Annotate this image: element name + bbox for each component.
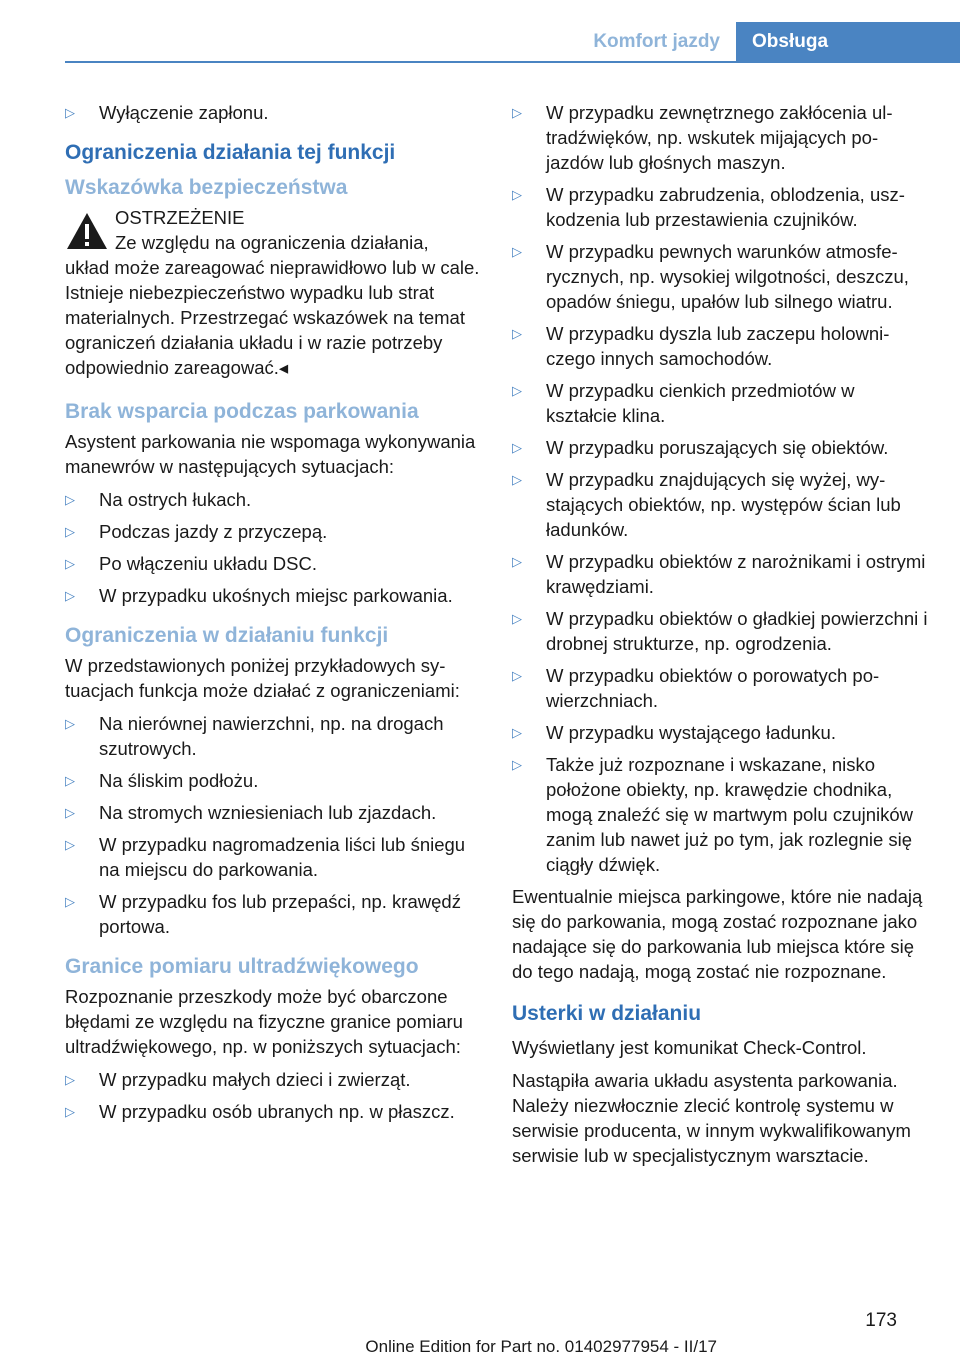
- list-item: ▷ W przypadku wystającego ładunku.: [512, 720, 928, 745]
- list-item: ▷ W przypadku obiektów o porowatych powierzchniach.: [512, 663, 928, 713]
- section-tab: Obsługa: [736, 22, 960, 62]
- heading-func-limits: Ograniczenia w działaniu funkcji: [65, 624, 389, 647]
- heading-malfunction: Usterki w działaniu: [512, 1002, 702, 1025]
- list-item: ▷ W przypadku zewnętrznego zakłócenia ultradźwięków, np. wskutek mijających pojazdów lub głośnych maszyn.: [512, 100, 928, 175]
- list-item: ▷ W przypadku małych dzieci i zwierząt.: [65, 1067, 480, 1092]
- list-item: ▷ Na nierównej nawierzchni, np. na drogach szutrowych.: [65, 711, 480, 761]
- ultrasonic-text: Rozpoznanie przeszkody może być obarczone błędami ze względu na fizyczne granice pomiaru ultradźwiękowego, np. w poniższych sytuacjach:: [65, 986, 463, 1057]
- list-item: ▷ Na stromych wzniesieniach lub zjazdach.: [65, 800, 480, 825]
- list-item: ▷ W przypadku dyszla lub zaczepu holowniczego innych samochodów.: [512, 321, 928, 371]
- left-column: [65, 100, 480, 1131]
- list-item: ▷ W przypadku poruszających się obiektów.: [512, 435, 928, 460]
- edition-label: Online Edition for Part no. 01402977954 - II/17: [365, 1337, 717, 1356]
- list-item: ▷ W przypadku pewnych warunków atmosferycznych, np. wysokiej wilgotności, deszczu, opadów śniegu, upałów lub silnego wiatru.: [512, 239, 928, 314]
- no-support-text: Asystent parkowania nie wspomaga wykonywania manewrów w następujących sytuacjach:: [65, 431, 476, 477]
- ultrasonic-list-continued: [512, 100, 928, 877]
- warning-triangle-icon: [65, 211, 109, 251]
- func-limits-list: [65, 711, 480, 939]
- func-limits-text: W przedstawionych poniżej przykładowych sytuacjach funkcja może działać z ograniczeniami:: [65, 655, 460, 701]
- warning-block: [65, 205, 480, 380]
- list-item: ▷ Na śliskim podłożu.: [65, 768, 480, 793]
- intro-list: [65, 100, 480, 125]
- warning-text-first: Ze względu na ograniczenia działania,: [115, 232, 429, 253]
- heading-safety: Wskazówka bezpieczeństwa: [65, 176, 348, 199]
- warning-text: układ może zareagować nieprawidłowo lub w cale. Istnieje niebezpieczeństwo wypadku lub strat materialnych. Przestrzegać wskazówek na temat ograniczeń działania układu i w razie potrzeby odpowiednio zareagować.◂: [65, 257, 480, 378]
- parking-text: Ewentualnie miejsca parkingowe, które nie nadają się do parkowania, mogą zostać rozpoznane jako nadające się do parkowania lub miejsca które się do tego nadają, mogą zostać nie rozpoznane.: [512, 886, 923, 982]
- warning-title: OSTRZEŻENIE: [115, 207, 245, 228]
- list-item: ▷ W przypadku osób ubranych np. w płaszcz.: [65, 1099, 480, 1124]
- list-item: ▷ Podczas jazdy z przyczepą.: [65, 519, 480, 544]
- list-item: ▷ W przypadku obiektów o gładkiej powierzchni i drobnej strukturze, np. ogrodzenia.: [512, 606, 928, 656]
- heading-ultrasonic: Granice pomiaru ultradźwiękowego: [65, 955, 419, 978]
- list-item: ▷ Także już rozpoznane i wskazane, nisko położone obiekty, np. krawędzie chodnika, mogą znaleźć się w martwym polu czujników zanim lub nawet już po tym, jak rozlegnie się ciągły dźwięk.: [512, 752, 928, 877]
- list-item: ▷ Na ostrych łukach.: [65, 487, 480, 512]
- malfunction-text-2: Nastąpiła awaria układu asystenta parkowania. Należy niezwłocznie zlecić kontrolę systemu w serwisie producenta, w innym wykwalifikowanym serwisie lub w specjalistycznym warsztacie.: [512, 1070, 911, 1166]
- right-column: [512, 100, 928, 1168]
- list-item: ▷ W przypadku ukośnych miejsc parkowania.: [65, 583, 480, 608]
- list-item: ▷ W przypadku obiektów z narożnikami i ostrymi krawędziami.: [512, 549, 928, 599]
- page-header: [0, 22, 960, 62]
- list-item: ▷ W przypadku cienkich przedmiotów w kształcie klina.: [512, 378, 928, 428]
- no-support-list: [65, 487, 480, 608]
- list-item: ▷ Wyłączenie zapłonu.: [65, 100, 480, 125]
- heading-no-support: Brak wsparcia podczas parkowania: [65, 400, 419, 423]
- heading-limits: Ograniczenia działania tej funkcji: [65, 141, 396, 164]
- list-item: ▷ W przypadku nagromadzenia liści lub śniegu na miejscu do parkowania.: [65, 832, 480, 882]
- header-rule: [65, 61, 960, 63]
- malfunction-text-1: Wyświetlany jest komunikat Check-Control.: [512, 1037, 867, 1058]
- list-item: ▷ W przypadku zabrudzenia, oblodzenia, uszkodzenia lub przestawienia czujników.: [512, 182, 928, 232]
- list-item: ▷ W przypadku znajdujących się wyżej, wystających obiektów, np. występów ścian lub ładunków.: [512, 467, 928, 542]
- page-number: 173: [865, 1310, 897, 1331]
- list-item: ▷ W przypadku fos lub przepaści, np. krawędź portowa.: [65, 889, 480, 939]
- list-item: ▷ Po włączeniu układu DSC.: [65, 551, 480, 576]
- ultrasonic-list: [65, 1067, 480, 1124]
- chapter-label: Komfort jazdy: [593, 31, 720, 52]
